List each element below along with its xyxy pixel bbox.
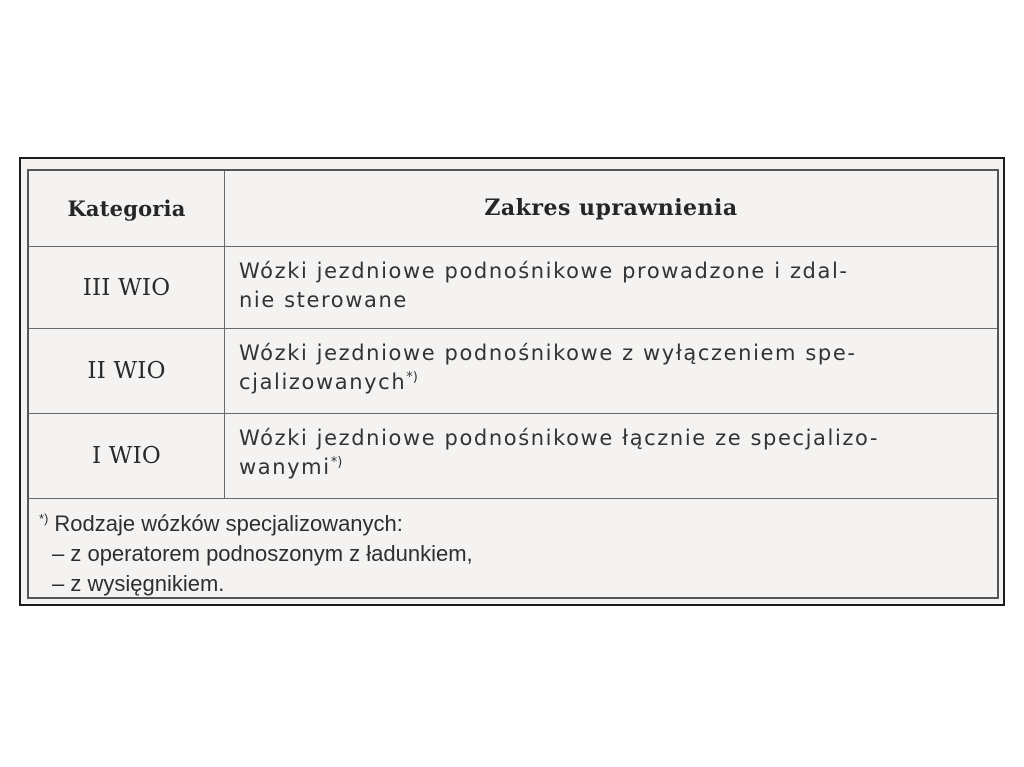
qualification-table <box>27 169 999 599</box>
description-line-1: Wózki jezdniowe podnośnikowe prowadzone i zdal- <box>239 259 849 283</box>
header-scope: Zakres uprawnienia <box>484 195 738 221</box>
footnote-reference: *) <box>406 370 418 385</box>
description-line-2-text: wanymi <box>239 455 331 479</box>
row-category: III WIO <box>29 247 225 328</box>
description-line-2-text: cjalizowanych <box>239 370 407 394</box>
footnote-title: Rodzaje wózków specjalizowanych: <box>54 511 403 536</box>
table-row <box>29 329 997 414</box>
description-line-1: Wózki jezdniowe podnośnikowe łącznie ze specjalizo- <box>239 426 880 450</box>
header-category: Kategoria <box>29 171 225 246</box>
table-footnote <box>29 499 997 599</box>
row-category: II WIO <box>29 329 225 413</box>
footnote-item: – z operatorem podnoszonym z ładunkiem, <box>52 541 473 566</box>
row-description <box>225 329 997 413</box>
footnote-reference: *) <box>330 455 343 470</box>
description-line-2 <box>239 286 989 315</box>
scanned-table-image <box>19 157 1005 606</box>
footnote-item: – z wysięgnikiem. <box>52 571 225 596</box>
description-line-2 <box>239 368 989 397</box>
description-line-1: Wózki jezdniowe podnośnikowe z wyłączeniem spe- <box>239 341 857 365</box>
table-header-row <box>29 171 997 247</box>
row-description <box>225 247 997 328</box>
description-line-2-text: nie sterowane <box>239 288 408 312</box>
description-line-2 <box>239 453 989 482</box>
table-row <box>29 247 997 329</box>
row-category: I WIO <box>29 414 225 498</box>
footnote-marker: *) <box>39 510 49 526</box>
row-description <box>225 414 997 498</box>
footnote-title-line <box>39 509 997 539</box>
table-row <box>29 414 997 499</box>
